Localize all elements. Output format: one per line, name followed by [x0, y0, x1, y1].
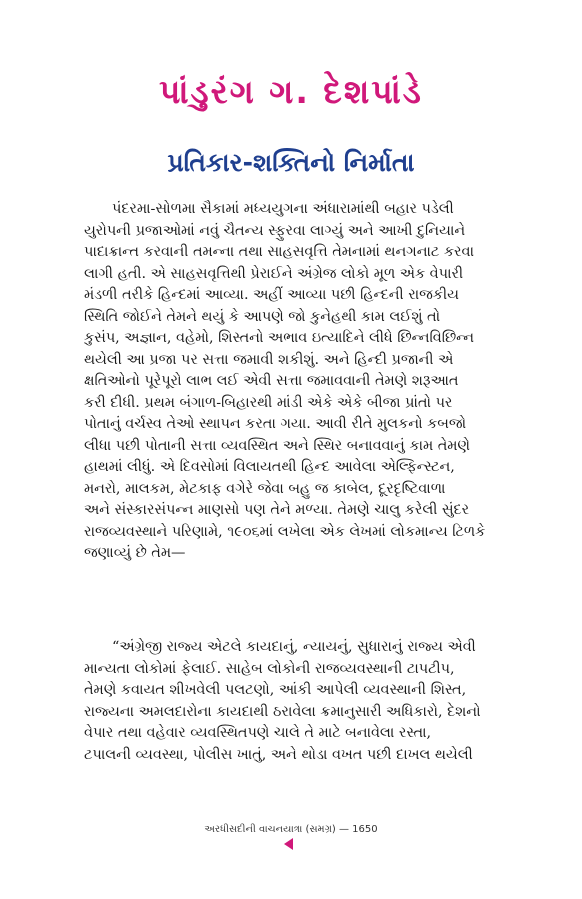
- text-line: સ્થિતિ જોઈને તેમને થયું કે આપણે જો કુનેહથી કામ લઈશું તો: [84, 308, 441, 325]
- text-line: લીધા પછી પોતાની સત્તા વ્યવસ્થિત અને સ્થિર બનાવવાનું કામ તેમણે: [84, 437, 470, 454]
- text-line: લાગી હતી. એ સાહસવૃત્તિથી પ્રેરાઈને અંગ્રેજ લોકો મૂળ એક વેપારી: [84, 265, 464, 282]
- text-line: યુરોપની પ્રજાઓમાં નવું ચૈતન્ય સ્ફુરવા લાગ્યું અને આખી દુનિયાને: [84, 222, 466, 239]
- article-title: પ્રતિકાર-શક્તિનો નિર્માતા: [167, 148, 415, 177]
- paragraph-1: [84, 199, 504, 565]
- text-line: “અંગ્રેજી રાજ્ય એટલે કાયદાનું, ન્યાયનું, સુધારાનું રાજ્ય એવી: [112, 639, 476, 655]
- text-line: કુસંપ, અજ્ઞાન, વહેમો, શિસ્તનો અભાવ ઇત્યાદિને લીધે છિન્નવિછિન્ન: [84, 330, 475, 346]
- text-line: કરી દીધી. પ્રથમ બંગાળ-બિહારથી માંડી એકે એકે બીજા પ્રાંતો પર: [84, 394, 453, 411]
- text-line: પંદરમા-સોળમા સૈકામાં મધ્યયુગના અંધારામાંથી બહાર પડેલી: [112, 201, 454, 217]
- text-line: મનરો, માલકમ, મેટકાફ વગેરે જેવા બહુ જ કાબેલ, દૂરદૃષ્ટિવાળા: [84, 480, 446, 497]
- text-line: થયેલી આ પ્રજા પર સત્તા જમાવી શકીશું. અને હિન્દી પ્રજાની એ: [84, 351, 454, 368]
- text-line: જણાવ્યું છે તેમ—: [84, 545, 186, 561]
- text-line: તેમણે કવાયત શીખવેલી પલટણો, આંકી આપેલી વ્યવસ્થાની શિસ્ત,: [84, 682, 467, 698]
- author-name: પાંડુરંગ ગ. દેશપાંડે: [159, 72, 423, 111]
- paragraph-2-quote: [84, 637, 504, 766]
- text-line: પાદાક્રાન્ત કરવાની તમન્ના તથા સાહસવૃત્તિ તેમનામાં થનગનાટ કરવા: [84, 244, 474, 260]
- text-line: ટપાલની વ્યવસ્થા, પોલીસ ખાતું, અને થોડા વખત પછી દાખલ થયેલી: [84, 746, 473, 763]
- text-line: રાજ્યના અમલદારોના કાયદાથી ઠરાવેલા ક્રમાનુસારી અધિકારો, દેશનો: [84, 703, 481, 720]
- text-line: હાથમાં લીધું. એ દિવસોમાં વિલાયતથી હિન્દ આવેલા એલ્ફિન્સ્ટન,: [84, 459, 455, 475]
- text-line: ક્ષતિઓનો પૂરેપૂરો લાભ લઈ એવી સત્તા જમાવવાની તેમણે શરૂઆત: [84, 373, 459, 389]
- text-line: રાજવ્યવસ્થાને પરિણામે, ૧૯૦૬માં લખેલા એક લેખમાં લોકમાન્ય ટિળકે: [84, 523, 486, 540]
- text-line: અને સંસ્કારસંપન્ન માણસો પણ તેને મળ્યા. તેમણે ચાલુ કરેલી સુંદર: [84, 502, 470, 518]
- text-line: વેપાર તથા વહેવાર વ્યવસ્થિતપણે ચાલે તે માટે બનાવેલા રસ્તા,: [84, 725, 432, 741]
- text-line: પોતાનું વર્ચસ્વ તેઓ સ્થાપન કરતા ગયા. આવી રીતે મુલકનો કબજો: [84, 416, 467, 432]
- text-line: મંડળી તરીકે હિન્દમાં આવ્યા. અહીં આવ્યા પછી હિન્દની રાજકીય: [84, 287, 459, 303]
- previous-page-arrow-icon[interactable]: [284, 838, 293, 850]
- page-footer: અરધીસદીની વાચનયાત્રા (સમગ્ર) — 1650: [204, 824, 378, 835]
- text-line: માન્યતા લોકોમાં ફેલાઈ. સાહેબ લોકોની રાજવ્યવસ્થાની ટાપટીપ,: [84, 660, 455, 677]
